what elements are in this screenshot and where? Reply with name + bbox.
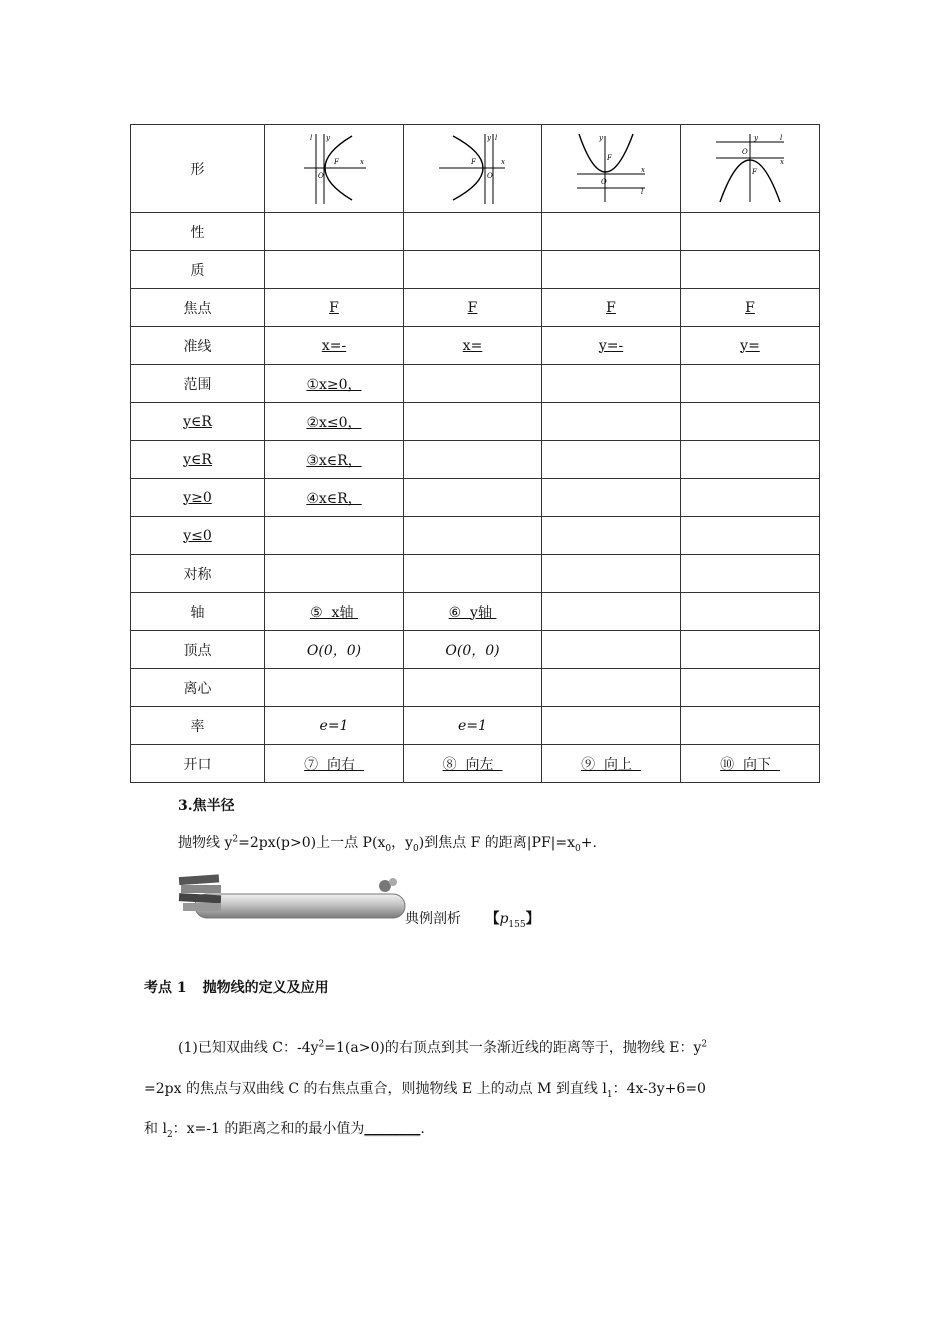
table-cell — [404, 593, 542, 631]
cell-text: x= — [462, 337, 483, 354]
cell-text: ②x≤0， — [306, 414, 362, 431]
table-row — [131, 555, 820, 593]
row-label: 准线 — [131, 327, 265, 365]
section-banner — [175, 872, 415, 922]
cell-text: y=- — [598, 337, 624, 354]
table-cell — [404, 517, 542, 555]
text-part: 抛物线 y — [178, 835, 233, 851]
table-cell — [542, 251, 681, 289]
shape-row — [131, 125, 820, 213]
directrix-label: l — [641, 187, 644, 196]
table-cell — [542, 327, 681, 365]
table-cell — [542, 479, 681, 517]
table-cell — [542, 745, 681, 783]
superscript: 2 — [318, 1039, 325, 1050]
table-row — [131, 669, 820, 707]
table-cell — [542, 593, 681, 631]
y-axis-label: y — [486, 133, 491, 142]
answer-blank[interactable]: ________ — [364, 1121, 421, 1137]
cell-text: ⑦ 向右 — [304, 756, 364, 773]
focus-label: F — [607, 153, 612, 162]
row-label: y∈R — [131, 403, 265, 441]
table-cell — [681, 593, 820, 631]
table-row — [131, 251, 820, 289]
table-cell — [265, 289, 404, 327]
text-part: =2px 的焦点与双曲线 C 的右焦点重合，则抛物线 E 上的动点 M 到直线 l — [144, 1081, 607, 1097]
graph-opens-down — [681, 125, 820, 213]
table-cell — [542, 213, 681, 251]
x-axis-label: x — [500, 157, 505, 166]
cell-text: x=- — [321, 337, 347, 354]
cell-text: ①x≥0， — [306, 376, 362, 393]
focus-label: F — [334, 157, 339, 166]
row-label: 顶点 — [131, 631, 265, 669]
cell-text: ④x∈R， — [306, 490, 362, 507]
problem-line-2 — [144, 1078, 706, 1100]
row-label: 开口 — [131, 745, 265, 783]
text-part: ：4x-3y+6=0 — [612, 1081, 706, 1097]
focal-radius-text — [178, 832, 597, 854]
row-label: 离心 — [131, 669, 265, 707]
row-label: 轴 — [131, 593, 265, 631]
table-cell — [265, 707, 404, 745]
problem-line-1 — [178, 1037, 707, 1057]
table-cell — [265, 441, 404, 479]
problem-line-3 — [144, 1118, 425, 1140]
table-cell — [542, 365, 681, 403]
table-cell — [404, 707, 542, 745]
table-cell — [542, 631, 681, 669]
table-cell — [681, 707, 820, 745]
directrix-label: l — [310, 133, 313, 142]
table-cell — [681, 555, 820, 593]
table-cell — [265, 327, 404, 365]
table-cell — [681, 251, 820, 289]
cell-text: ⑧ 向左 — [442, 756, 503, 773]
text-part: =1(a>0)的右顶点到其一条渐近线的距离等于，抛物线 E：y — [324, 1040, 702, 1056]
kaodian-heading — [144, 977, 329, 997]
x-axis-label: x — [641, 165, 645, 174]
cell-text: F — [467, 299, 478, 316]
parabola-properties-table — [130, 124, 820, 783]
table-cell — [265, 517, 404, 555]
origin-label: O — [742, 147, 748, 156]
table-cell — [265, 403, 404, 441]
cell-text: ⑨ 向上 — [581, 756, 641, 773]
table-cell — [542, 707, 681, 745]
subscript: 1 — [606, 1089, 613, 1100]
table-cell — [404, 631, 542, 669]
table-row — [131, 707, 820, 745]
books-banner-graphic — [175, 872, 415, 922]
table-cell — [681, 669, 820, 707]
table-cell — [404, 745, 542, 783]
page-ref-bracket: 【 — [485, 911, 500, 927]
table-cell — [681, 365, 820, 403]
row-label: 质 — [131, 251, 265, 289]
table-cell — [404, 555, 542, 593]
table-cell — [681, 517, 820, 555]
table-cell — [681, 327, 820, 365]
y-axis-label: y — [326, 133, 330, 142]
text-part: )到焦点 F 的距离|PF|=x — [418, 835, 576, 851]
table-cell — [265, 669, 404, 707]
table-cell — [542, 669, 681, 707]
page-ref-bracket: 】 — [525, 911, 540, 927]
kaodian-title: 抛物线的定义及应用 — [202, 980, 329, 996]
table-cell — [404, 289, 542, 327]
table-cell — [542, 555, 681, 593]
origin-label: O — [486, 171, 493, 180]
graph-opens-right — [265, 125, 404, 213]
origin-label: O — [318, 171, 324, 180]
table-cell — [681, 289, 820, 327]
table-cell — [681, 631, 820, 669]
row-label: 对称 — [131, 555, 265, 593]
graph-opens-left — [404, 125, 542, 213]
table-row — [131, 213, 820, 251]
table-cell — [542, 517, 681, 555]
cell-text: F — [745, 299, 755, 316]
table-row — [131, 745, 820, 783]
table-row — [131, 365, 820, 403]
shape-label: 形 — [131, 125, 265, 213]
text-part: +. — [580, 835, 597, 851]
cell-text: ⑩ 向下 — [720, 756, 780, 773]
cell-text: y= — [740, 337, 760, 354]
section-title: 3.焦半径 — [178, 798, 235, 814]
table-row — [131, 631, 820, 669]
table-cell — [681, 441, 820, 479]
subscript: 2 — [166, 1129, 173, 1140]
table-cell — [542, 403, 681, 441]
text-part: =2px(p>0)上一点 P(x — [238, 835, 386, 851]
cell-text: O(0，0) — [306, 642, 362, 659]
table-cell — [404, 365, 542, 403]
cell-text: F — [329, 299, 339, 316]
superscript: 2 — [701, 1039, 708, 1050]
table-row — [131, 441, 820, 479]
table-row — [131, 289, 820, 327]
row-label: 率 — [131, 707, 265, 745]
banner-title: 典例剖析 — [405, 911, 461, 927]
kaodian-tag: 考点 1 — [144, 980, 187, 996]
focus-label: F — [752, 167, 757, 176]
table-cell — [404, 479, 542, 517]
x-axis-label: x — [780, 157, 784, 166]
table-cell — [681, 403, 820, 441]
table-cell — [681, 479, 820, 517]
table-cell — [542, 289, 681, 327]
row-label: 范围 — [131, 365, 265, 403]
focus-label: F — [470, 157, 476, 166]
table-cell — [681, 213, 820, 251]
table-cell — [542, 441, 681, 479]
cell-text: ⑤ x轴 — [310, 604, 358, 621]
table-cell — [404, 441, 542, 479]
subscript: 0 — [575, 843, 581, 854]
cell-text: ⑥ y轴 — [448, 604, 497, 621]
subscript: 0 — [385, 843, 392, 854]
page-ref-letter: p — [499, 911, 509, 927]
table-cell — [265, 479, 404, 517]
table-cell — [265, 631, 404, 669]
page-ref-number: 155 — [508, 919, 526, 930]
row-label: y≤0 — [131, 517, 265, 555]
table-body — [131, 213, 820, 783]
table-cell — [404, 669, 542, 707]
table-cell — [265, 251, 404, 289]
table-cell — [265, 213, 404, 251]
table-cell — [265, 365, 404, 403]
cell-text: ③x∈R， — [306, 452, 362, 469]
x-axis-label: x — [360, 157, 364, 166]
cell-text: O(0，0) — [445, 642, 500, 659]
table-cell — [681, 745, 820, 783]
table-row — [131, 403, 820, 441]
directrix-label: l — [494, 133, 497, 142]
cell-text: e=1 — [458, 717, 487, 734]
table-row — [131, 327, 820, 365]
banner-label — [405, 908, 540, 930]
superscript: 2 — [232, 834, 239, 845]
directrix-label: l — [780, 133, 783, 142]
text-part: ，y — [391, 835, 413, 851]
table-cell — [404, 213, 542, 251]
y-axis-label: y — [754, 133, 758, 142]
table-cell — [265, 555, 404, 593]
cell-text: e=1 — [319, 717, 349, 734]
text-part: (1)已知双曲线 C：-4y — [178, 1040, 319, 1056]
row-label: y≥0 — [131, 479, 265, 517]
table-row — [131, 517, 820, 555]
row-label: 焦点 — [131, 289, 265, 327]
text-part: . — [420, 1121, 425, 1137]
table-cell — [404, 251, 542, 289]
graph-opens-up — [542, 125, 681, 213]
table-cell — [404, 327, 542, 365]
row-label: 性 — [131, 213, 265, 251]
y-axis-label: y — [599, 133, 603, 142]
text-part: ：x=-1 的距离之和的最小值为 — [172, 1121, 365, 1137]
table-cell — [265, 745, 404, 783]
origin-label: O — [601, 177, 607, 186]
table-row — [131, 479, 820, 517]
subscript: 0 — [413, 843, 419, 854]
row-label: y∈R — [131, 441, 265, 479]
table-cell — [404, 403, 542, 441]
table-row — [131, 593, 820, 631]
table-cell — [265, 593, 404, 631]
text-part: 和 l — [144, 1121, 167, 1137]
cell-text: F — [606, 299, 616, 316]
